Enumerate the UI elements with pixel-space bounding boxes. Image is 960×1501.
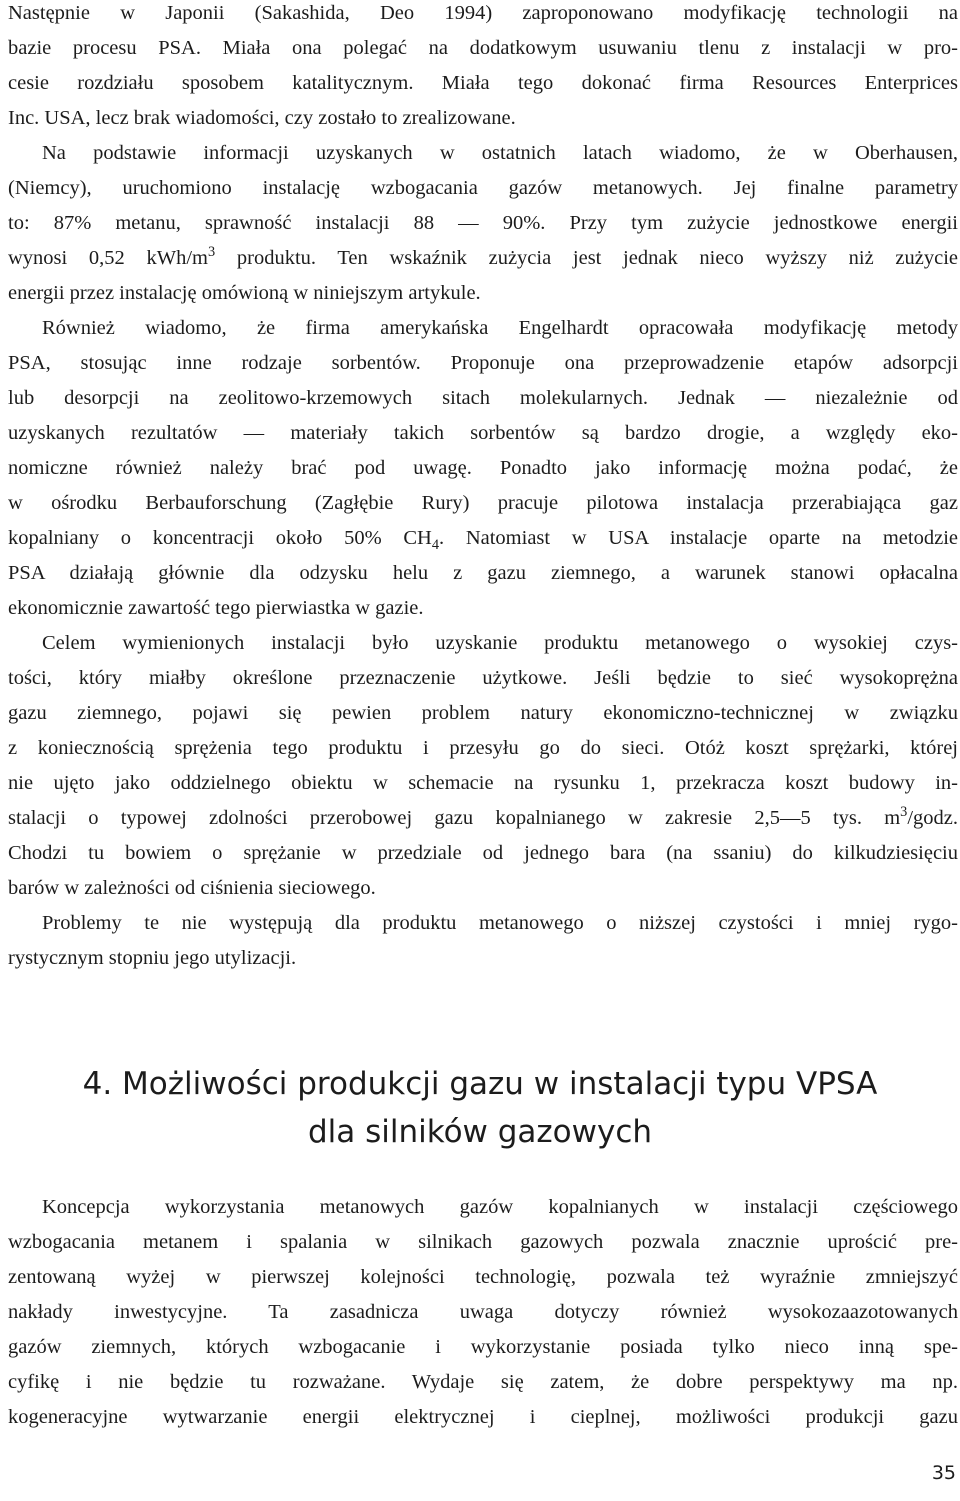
body-text-block-1 bbox=[8, 0, 958, 976]
subscript: 4 bbox=[431, 537, 440, 554]
section-heading-line: dla silników gazowych bbox=[307, 1114, 653, 1150]
text-line: (Niemcy), uruchomiono instalację wzbogacania gazów metanowych. Jej finalne parametry bbox=[8, 177, 958, 199]
text-line: wzbogacania metanem i spalania w silnikach gazowych pozwala znacznie uprościć pre- bbox=[8, 1231, 958, 1253]
text-line: Chodzi tu bowiem o sprężanie w przedziale od jednego bara (na ssaniu) do kilkudziesięciu bbox=[8, 842, 958, 864]
text-line: nie ujęto jako oddzielnego obiektu w schemacie na rysunku 1, przekracza koszt budowy in- bbox=[8, 772, 958, 794]
text-line bbox=[8, 241, 958, 276]
page-number: 35 bbox=[931, 1462, 956, 1484]
body-text-block-2 bbox=[8, 1190, 958, 1435]
text-line: w ośrodku Berbauforschung (Zagłębie Rury) pracuje pilotowa instalacja przerabiająca gaz bbox=[8, 492, 958, 514]
text-line: PSA, stosując inne rodzaje sorbentów. Proponuje ona przeprowadzenie etapów adsorpcji bbox=[8, 352, 958, 374]
section-heading-line: 4. Możliwości produkcji gazu w instalacji typu VPSA bbox=[82, 1066, 878, 1102]
text-line: gazów ziemnych, których wzbogacanie i wykorzystanie posiada tylko nieco inną spe- bbox=[8, 1336, 958, 1358]
text-line bbox=[8, 801, 958, 836]
superscript: 3 bbox=[900, 804, 908, 821]
text-line: Celem wymienionych instalacji było uzyskanie produktu metanowego o wysokiej czys- bbox=[42, 632, 958, 654]
text-line: zentowaną wyżej w pierwszej kolejności technologię, pozwala też wyraźnie zmniejszyć bbox=[8, 1266, 958, 1288]
superscript: 3 bbox=[208, 244, 216, 261]
section-heading bbox=[0, 1060, 960, 1156]
text-line: energii przez instalację omówioną w niniejszym artykule. bbox=[8, 282, 481, 304]
text-line: Również wiadomo, że firma amerykańska Engelhardt opracowała modyfikację metody bbox=[42, 317, 958, 339]
text-line: ekonomicznie zawartość tego pierwiastka w gazie. bbox=[8, 597, 424, 619]
text-line: Na podstawie informacji uzyskanych w ostatnich latach wiadomo, że w Oberhausen, bbox=[42, 142, 958, 164]
text-line: to: 87% metanu, sprawność instalacji 88 — 90%. Przy tym zużycie jednostkowe energii bbox=[8, 212, 958, 234]
text-segment: wynosi 0,52 kWh/m bbox=[8, 247, 208, 269]
text-line: lub desorpcji na zeolitowo-krzemowych sitach molekularnych. Jednak — niezależnie od bbox=[8, 387, 958, 409]
text-line: bazie procesu PSA. Miała ona polegać na dodatkowym usuwaniu tlenu z instalacji w pro- bbox=[8, 37, 958, 59]
text-line: PSA działają głównie dla odzysku helu z gazu ziemnego, a warunek stanowi opłacalna bbox=[8, 562, 958, 584]
text-segment: kopalniany o koncentracji około 50% CH bbox=[8, 527, 432, 549]
text-line: cyfikę i nie będzie tu rozważane. Wydaje się zatem, że dobre perspektywy ma np. bbox=[8, 1371, 958, 1393]
text-line: uzyskanych rezultatów — materiały takich sorbentów są bardzo drogie, a względy eko- bbox=[8, 422, 958, 444]
text-line: z koniecznością sprężenia tego produktu i przesyłu go do sieci. Otóż koszt sprężarki, której bbox=[8, 737, 958, 759]
text-line: kogeneracyjne wytwarzanie energii elektrycznej i cieplnej, możliwości produkcji gazu bbox=[8, 1406, 958, 1428]
text-line: nakłady inwestycyjne. Ta zasadnicza uwaga dotyczy również wysokozaazotowanych bbox=[8, 1301, 958, 1323]
text-line: rystycznym stopniu jego utylizacji. bbox=[8, 947, 297, 969]
text-line: nomiczne również należy brać pod uwagę. Ponadto jako informację można podać, że bbox=[8, 457, 958, 479]
text-segment: /godz. bbox=[907, 807, 958, 829]
text-line: Problemy te nie występują dla produktu metanowego o niższej czystości i mniej rygo- bbox=[42, 912, 958, 934]
text-line: gazu ziemnego, pojawi się pewien problem natury ekonomiczno-technicznej w związku bbox=[8, 702, 958, 724]
text-line: cesie rozdziału sposobem katalitycznym. Miała tego dokonać firma Resources Enterprices bbox=[8, 72, 958, 94]
text-line: Następnie w Japonii (Sakashida, Deo 1994) zaproponowano modyfikację technologii na bbox=[8, 2, 958, 24]
text-segment: . Natomiast w USA instalacje oparte na metodzie bbox=[439, 527, 958, 549]
text-line: Inc. USA, lecz brak wiadomości, czy zostało to zrealizowane. bbox=[8, 107, 516, 129]
text-line: Koncepcja wykorzystania metanowych gazów kopalnianych w instalacji częściowego bbox=[42, 1196, 958, 1218]
text-line bbox=[8, 521, 958, 556]
text-segment: produktu. Ten wskaźnik zużycia jest jednak nieco wyższy niż zużycie bbox=[215, 247, 959, 269]
text-line: barów w zależności od ciśnienia sieciowego. bbox=[8, 877, 376, 899]
text-segment: stalacji o typowej zdolności przerobowej gazu kopalnianego w zakresie 2,5—5 tys. m bbox=[8, 807, 901, 829]
text-line: tości, który miałby określone przeznaczenie użytkowe. Jeśli będzie to sieć wysokoprężna bbox=[8, 667, 958, 689]
